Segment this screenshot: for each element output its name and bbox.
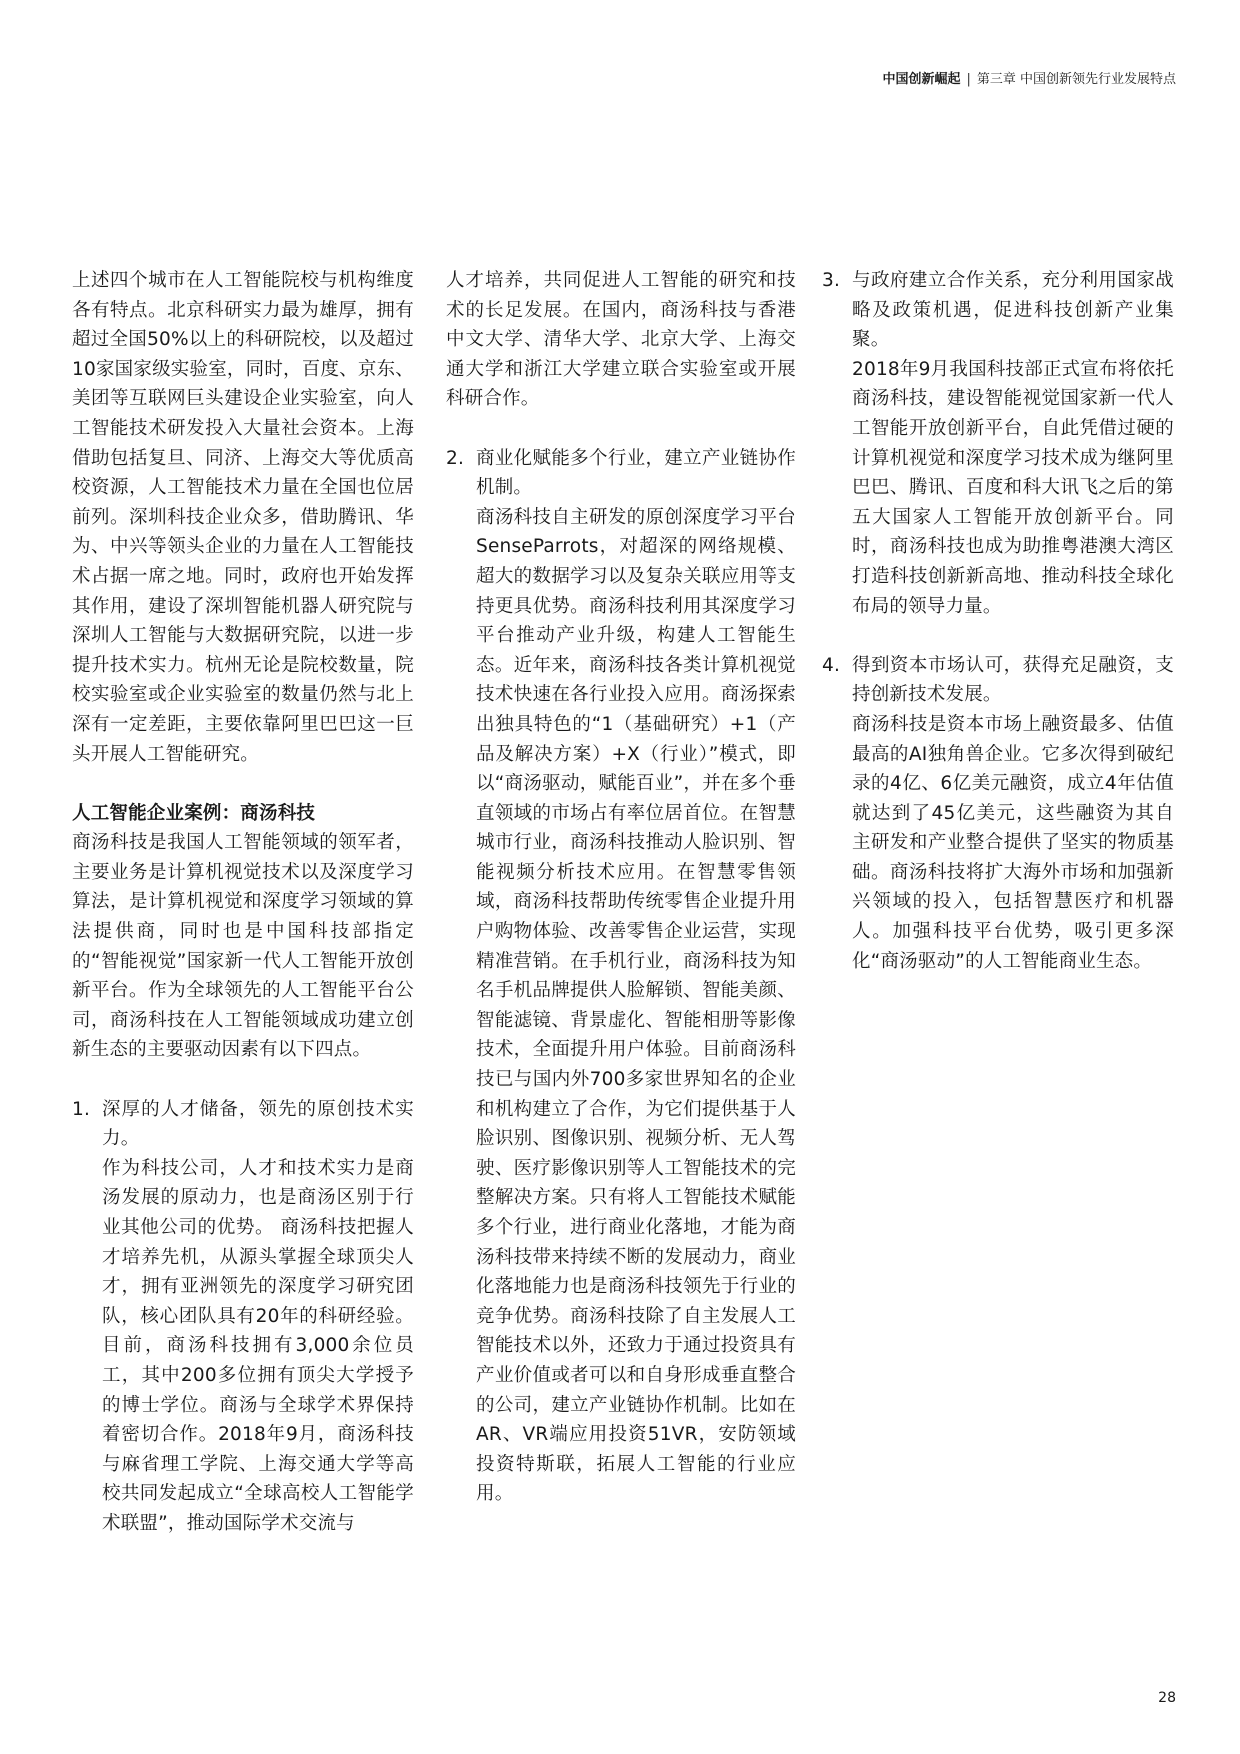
column-right [822, 266, 1174, 976]
list-item-3 [822, 266, 1174, 621]
column-left [72, 266, 414, 1539]
list-item-1 [72, 1095, 414, 1539]
list-item-title: 商业化赋能多个行业，建立产业链协作机制。 [476, 447, 796, 499]
list-item-body: 商汤科技自主研发的原创深度学习平台SenseParrots，对超深的网络规模、超大的数据学习以及复杂关联应用等支持更具优势。商汤科技利用其深度学习平台推动产业升级，构建人工智能生态。近年来，商汤科技各类计算机视觉技术快速在各行业投入应用。商汤探索出独具特色的“1（基础研究）+1（产品及解决方案）+X（行业）”模式，即以“商汤驱动，赋能百业”，并在多个垂直领域的市场占有率位居首位。在智慧城市行业，商汤科技推动人脸识别、智能视频分析技术应用。在智慧零售领域，商汤科技帮助传统零售企业提升用户购物体验、改善零售企业运营，实现精准营销。在手机行业，商汤科技为知名手机品牌提供人脸解锁、智能美颜、智能滤镜、背景虚化、智能相册等影像技术，全面提升用户体验。目前商汤科技已与国内外700多家世界知名的企业和机构建立了合作，为它们提供基于人脸识别、图像识别、视频分析、无人驾驶、医疗影像识别等人工智能技术的完整解决方案。只有将人工智能技术赋能多个行业，进行商业化落地，才能为商汤科技带来持续不断的发展动力，商业化落地能力也是商汤科技领先于行业的竞争优势。商汤科技除了自主发展人工智能技术以外，还致力于通过投资具有产业价值或者可以和自身形成垂直整合的公司，建立产业链协作机制。比如在AR、VR端应用投资51VR，安防领域投资特斯联，拓展人工智能的行业应用。 [476, 506, 796, 1505]
publication-title: 中国创新崛起 [882, 72, 961, 87]
page-number: 28 [1158, 1690, 1176, 1706]
list-item-2 [446, 444, 796, 1509]
list-item-title: 深厚的人才储备，领先的原创技术实力。 [102, 1098, 414, 1150]
list-item-title: 与政府建立合作关系，充分利用国家战略及政策机遇，促进科技创新产业集聚。 [852, 270, 1174, 351]
list-item-body: 商汤科技是资本市场上融资最多、估值最高的AI独角兽企业。它多次得到破纪录的4亿、6亿美元融资，成立4年估值就达到了45亿美元，这些融资为其自主研发和产业整合提供了坚实的物质基础。商汤科技将扩大海外市场和加强新兴领域的投入，包括智慧医疗和机器人。加强科技平台优势，吸引更多深化“商汤驱动”的人工智能商业生态。 [852, 713, 1174, 972]
list-item-title: 得到资本市场认可，获得充足融资，支持创新技术发展。 [852, 654, 1174, 706]
list-item-body: 作为科技公司，人才和技术实力是商汤发展的原动力，也是商汤区别于行业其他公司的优势。 商汤科技把握人才培养先机，从源头掌握全球顶尖人才，拥有亚洲领先的深度学习研究团队，核心团队具有20年的科研经验。目前，商汤科技拥有3,000余位员工，其中200多位拥有顶尖大学授予的博士学位。商汤与全球学术界保持着密切合作。2018年9月，商汤科技与麻省理工学院、上海交通大学等高校共同发起成立“全球高校人工智能学术联盟”，推动国际学术交流与 [102, 1157, 414, 1534]
case-study-intro: 商汤科技是我国人工智能领域的领军者，主要业务是计算机视觉技术以及深度学习算法，是计算机视觉和深度学习领域的算法提供商，同时也是中国科技部指定的“智能视觉”国家新一代人工智能开放创新平台。作为全球领先的人工智能平台公司，商汤科技在人工智能领域成功建立创新生态的主要驱动因素有以下四点。 [72, 832, 414, 1061]
chapter-title: 第三章 中国创新领先行业发展特点 [976, 72, 1176, 87]
list-number: 4. [822, 654, 841, 676]
column-middle [446, 266, 796, 1509]
header-separator: | [966, 72, 971, 87]
case-study-heading: 人工智能企业案例：商汤科技 [72, 802, 316, 824]
list-number: 3. [822, 270, 841, 291]
running-header [882, 68, 1176, 87]
intro-paragraph: 上述四个城市在人工智能院校与机构维度各有特点。北京科研实力最为雄厚，拥有超过全国50%以上的科研院校，以及超过10家国家级实验室，同时，百度、京东、美团等互联网巨头建设企业实验室，向人工智能技术研发投入大量社会资本。上海借助包括复旦、同济、上海交大等优质高校资源，人工智能技术力量在全国也位居前列。深圳科技企业众多，借助腾讯、华为、中兴等领头企业的力量在人工智能技术占据一席之地。同时，政府也开始发挥其作用，建设了深圳智能机器人研究院与深圳人工智能与大数据研究院，以进一步提升技术实力。杭州无论是院校数量，院校实验室或企业实验室的数量仍然与北上深有一定差距，主要依靠阿里巴巴这一巨头开展人工智能研究。 [72, 270, 414, 765]
list-item-body: 2018年9月我国科技部正式宣布将依托商汤科技，建设智能视觉国家新一代人工智能开放创新平台，自此凭借过硬的计算机视觉和深度学习技术成为继阿里巴巴、腾讯、百度和科大讯飞之后的第五大国家人工智能开放创新平台。同时，商汤科技也成为助推粤港澳大湾区打造科技创新新高地、推动科技全球化布局的领导力量。 [852, 358, 1174, 617]
list-number: 1. [72, 1098, 91, 1120]
list-number: 2. [446, 447, 465, 469]
list-item-4 [822, 651, 1174, 977]
continued-paragraph: 人才培养，共同促进人工智能的研究和技术的长足发展。在国内，商汤科技与香港中文大学、清华大学、北京大学、上海交通大学和浙江大学建立联合实验室或开展科研合作。 [446, 270, 796, 410]
